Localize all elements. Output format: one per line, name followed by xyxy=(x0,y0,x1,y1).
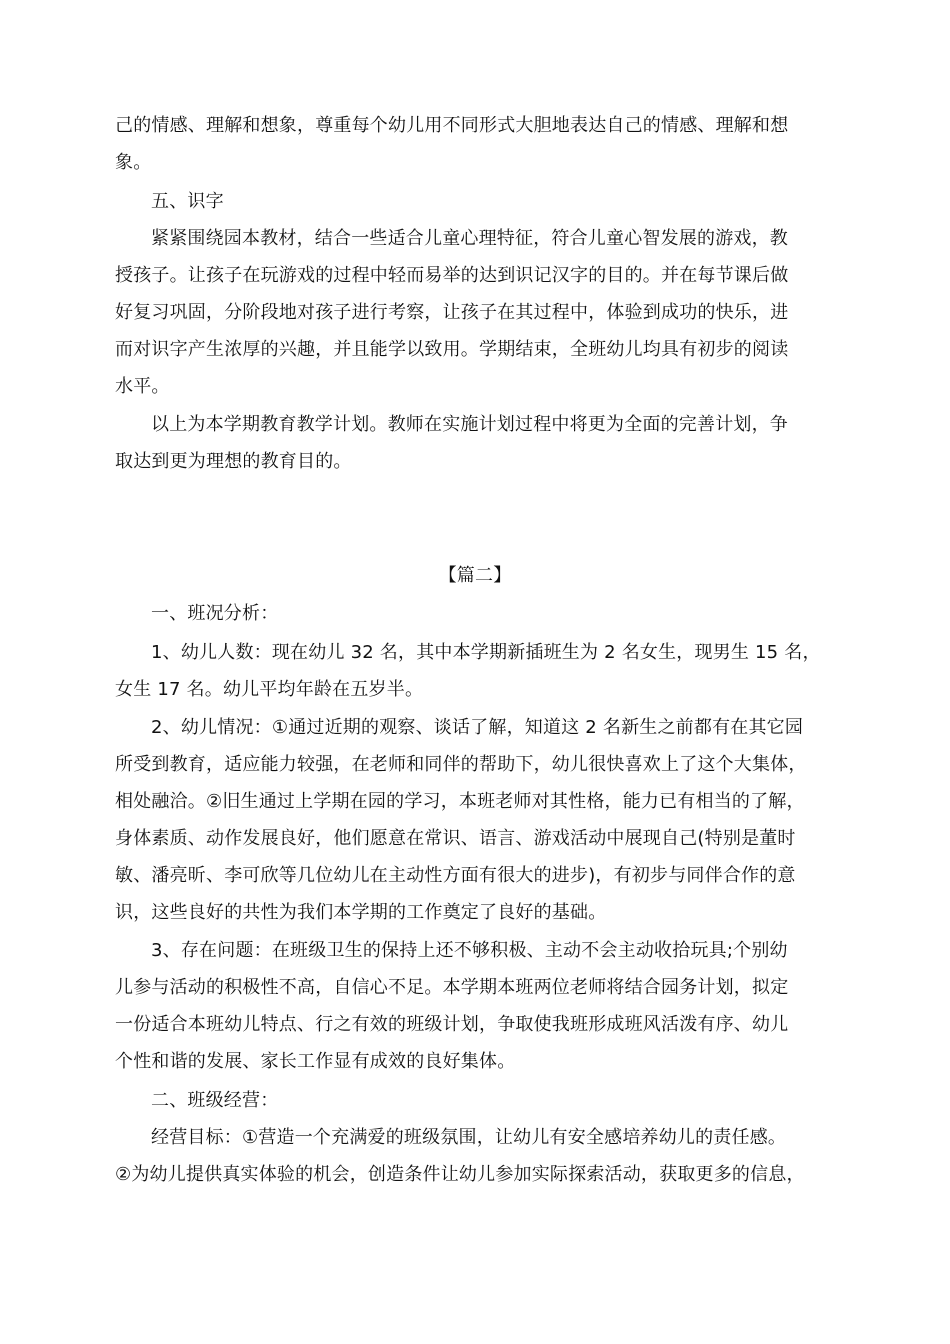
section-heading: 五、识字 xyxy=(151,191,224,212)
text-line: 个性和谐的发展、家长工作显有成效的良好集体。 xyxy=(115,1051,516,1072)
text-line: 一份适合本班幼儿特点、行之有效的班级计划，争取使我班形成班风活泼有序、幼儿 xyxy=(115,1014,789,1035)
section-heading: 二、班级经营： xyxy=(151,1090,279,1111)
text-line: ②为幼儿提供真实体验的机会，创造条件让幼儿参加实际探索活动，获取更多的信息， xyxy=(115,1164,805,1185)
chapter-title: 【篇二】 xyxy=(438,565,512,586)
text-line: 敏、潘亮昕、李可欣等几位幼儿在主动性方面有很大的进步)，有初步与同伴合作的意 xyxy=(115,865,796,886)
text-line: 水平。 xyxy=(115,376,170,397)
text-line: 好复习巩固，分阶段地对孩子进行考察，让孩子在其过程中，体验到成功的快乐，进 xyxy=(115,302,789,323)
section-heading: 一、班况分析： xyxy=(151,603,279,624)
text-line: 相处融洽。②旧生通过上学期在园的学习，本班老师对其性格，能力已有相当的了解， xyxy=(115,791,805,812)
text-line: 识，这些良好的共性为我们本学期的工作奠定了良好的基础。 xyxy=(115,902,607,923)
text-line: 所受到教育，适应能力较强，在老师和同伴的帮助下，幼儿很快喜欢上了这个大集体， xyxy=(115,754,807,775)
text-line: 而对识字产生浓厚的兴趣，并且能学以致用。学期结束，全班幼儿均具有初步的阅读 xyxy=(115,339,789,360)
text-line: 女生 17 名。幼儿平均年龄在五岁半。 xyxy=(115,679,424,700)
text-line: 紧紧围绕园本教材，结合一些适合儿童心理特征，符合儿童心智发展的游戏，教 xyxy=(151,228,788,249)
text-line: 以上为本学期教育教学计划。教师在实施计划过程中将更为全面的完善计划，争 xyxy=(151,414,788,435)
text-line: 2、幼儿情况：①通过近期的观察、谈话了解，知道这 2 名新生之前都有在其它园 xyxy=(151,717,804,738)
text-line: 授孩子。让孩子在玩游戏的过程中轻而易举的达到识记汉字的目的。并在每节课后做 xyxy=(115,265,789,286)
text-line: 象。 xyxy=(115,152,152,173)
text-line: 经营目标：①营造一个充满爱的班级氛围，让幼儿有安全感培养幼儿的责任感。 xyxy=(151,1127,787,1148)
text-line: 己的情感、理解和想象，尊重每个幼儿用不同形式大胆地表达自己的情感、理解和想 xyxy=(115,115,789,136)
text-line: 3、存在问题：在班级卫生的保持上还不够积极、主动不会主动收拾玩具;个别幼 xyxy=(151,940,788,961)
text-line: 取达到更为理想的教育目的。 xyxy=(115,451,352,472)
text-line: 身体素质、动作发展良好，他们愿意在常识、语言、游戏活动中展现自己(特别是董时 xyxy=(115,828,796,849)
text-line: 儿参与活动的积极性不高，自信心不足。本学期本班两位老师将结合园务计划，拟定 xyxy=(115,977,789,998)
text-line: 1、幼儿人数：现在幼儿 32 名，其中本学期新插班生为 2 名女生，现男生 15 名， xyxy=(151,642,821,663)
